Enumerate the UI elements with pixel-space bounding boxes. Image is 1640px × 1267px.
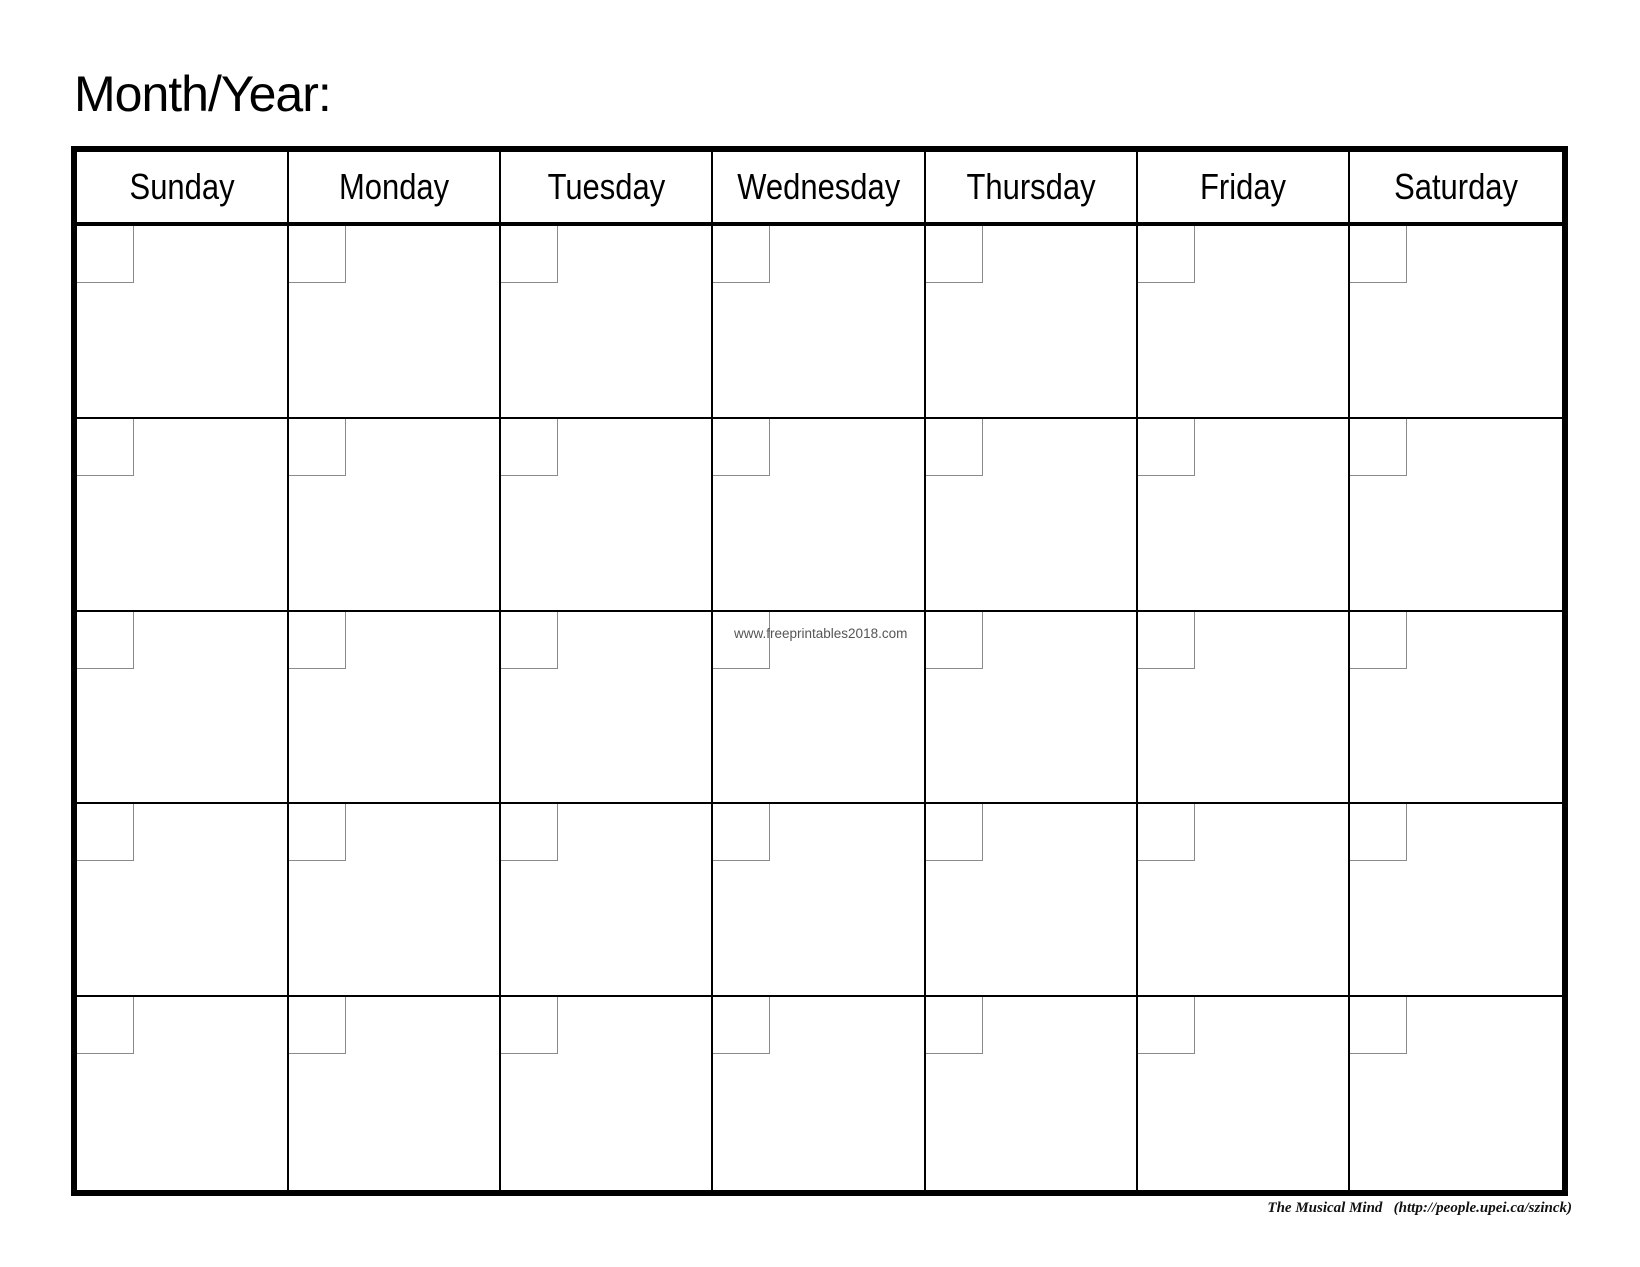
day-cell[interactable]	[926, 804, 1138, 997]
day-cell[interactable]	[501, 612, 713, 805]
calendar-grid	[71, 146, 1568, 1196]
day-cell[interactable]	[501, 804, 713, 997]
weekday-header-saturday	[1350, 152, 1562, 226]
page-title: Month/Year:	[74, 66, 331, 122]
day-cell[interactable]	[501, 419, 713, 612]
date-number-box[interactable]	[713, 226, 770, 283]
date-number-box[interactable]	[1350, 419, 1407, 476]
day-cell[interactable]	[713, 804, 925, 997]
date-number-box[interactable]	[77, 419, 134, 476]
weekday-label: Monday	[339, 166, 450, 207]
weekday-header-friday	[1138, 152, 1350, 226]
weekday-header-monday	[289, 152, 501, 226]
day-cell[interactable]	[1138, 804, 1350, 997]
day-cell[interactable]	[926, 997, 1138, 1190]
day-cell[interactable]	[713, 997, 925, 1190]
date-number-box[interactable]	[926, 419, 983, 476]
weekday-header-wednesday	[713, 152, 925, 226]
date-number-box[interactable]	[1138, 419, 1195, 476]
date-number-box[interactable]	[713, 804, 770, 861]
date-number-box[interactable]	[501, 226, 558, 283]
day-cell[interactable]	[1350, 419, 1562, 612]
day-cell[interactable]	[1138, 997, 1350, 1190]
date-number-box[interactable]	[501, 804, 558, 861]
date-number-box[interactable]	[1138, 226, 1195, 283]
date-number-box[interactable]	[926, 804, 983, 861]
day-cell[interactable]	[713, 419, 925, 612]
day-cell[interactable]	[77, 419, 289, 612]
day-cell[interactable]	[1138, 612, 1350, 805]
day-cell[interactable]	[1138, 226, 1350, 419]
day-cell[interactable]	[1350, 804, 1562, 997]
date-number-box[interactable]	[1350, 804, 1407, 861]
date-number-box[interactable]	[77, 226, 134, 283]
weekday-header-tuesday	[501, 152, 713, 226]
watermark-text: www.freeprintables2018.com	[734, 626, 908, 641]
credit-text: The Musical Mind (http://people.upei.ca/szinck)	[1267, 1200, 1572, 1216]
day-cell[interactable]	[289, 419, 501, 612]
weekday-label: Sunday	[129, 166, 235, 207]
date-number-box[interactable]	[1350, 226, 1407, 283]
day-cell[interactable]	[289, 804, 501, 997]
day-cell[interactable]	[77, 226, 289, 419]
date-number-box[interactable]	[501, 997, 558, 1054]
day-cell[interactable]	[926, 226, 1138, 419]
date-number-box[interactable]	[289, 804, 346, 861]
day-cell[interactable]	[1350, 997, 1562, 1190]
date-number-box[interactable]	[501, 419, 558, 476]
day-cell[interactable]	[77, 997, 289, 1190]
date-number-box[interactable]	[77, 804, 134, 861]
date-number-box[interactable]	[289, 612, 346, 669]
date-number-box[interactable]	[1350, 612, 1407, 669]
day-cell[interactable]	[77, 804, 289, 997]
date-number-box[interactable]	[77, 997, 134, 1054]
weekday-label: Wednesday	[737, 166, 900, 207]
day-cell[interactable]	[713, 226, 925, 419]
day-cell[interactable]	[77, 612, 289, 805]
date-number-box[interactable]	[713, 997, 770, 1054]
date-number-box[interactable]	[501, 612, 558, 669]
day-cell[interactable]	[1350, 226, 1562, 419]
weekday-header-sunday	[77, 152, 289, 226]
date-number-box[interactable]	[1350, 997, 1407, 1054]
day-cell[interactable]	[501, 997, 713, 1190]
date-number-box[interactable]	[77, 612, 134, 669]
day-cell[interactable]	[926, 612, 1138, 805]
date-number-box[interactable]	[289, 226, 346, 283]
day-cell[interactable]	[289, 997, 501, 1190]
date-number-box[interactable]	[289, 419, 346, 476]
date-number-box[interactable]	[713, 419, 770, 476]
day-cell[interactable]	[501, 226, 713, 419]
date-number-box[interactable]	[926, 226, 983, 283]
day-cell[interactable]	[1138, 419, 1350, 612]
day-cell[interactable]	[289, 226, 501, 419]
weekday-label: Friday	[1199, 166, 1286, 207]
weekday-label: Thursday	[966, 166, 1096, 207]
day-cell[interactable]	[1350, 612, 1562, 805]
date-number-box[interactable]	[1138, 612, 1195, 669]
weekday-label: Saturday	[1393, 166, 1518, 207]
day-cell[interactable]	[926, 419, 1138, 612]
weekday-label: Tuesday	[547, 166, 666, 207]
day-cell[interactable]	[289, 612, 501, 805]
date-number-box[interactable]	[1138, 804, 1195, 861]
date-number-box[interactable]	[926, 612, 983, 669]
date-number-box[interactable]	[1138, 997, 1195, 1054]
date-number-box[interactable]	[289, 997, 346, 1054]
weekday-header-thursday	[926, 152, 1138, 226]
date-number-box[interactable]	[926, 997, 983, 1054]
